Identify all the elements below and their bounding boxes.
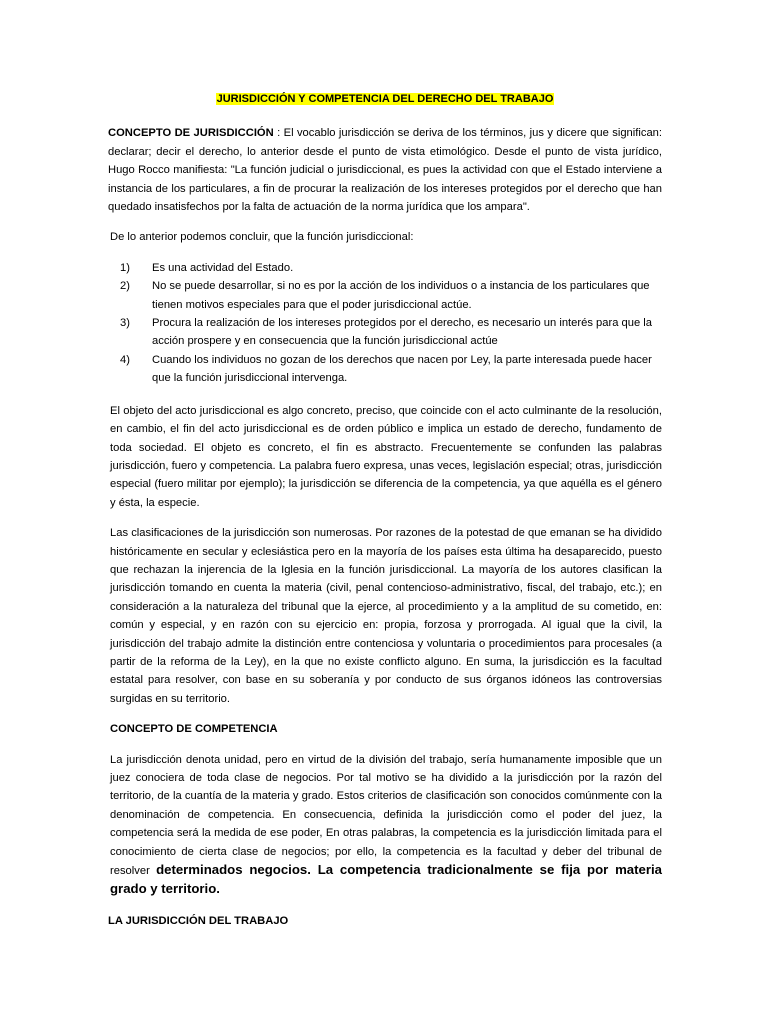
paragraph-competencia-text: La jurisdicción denota unidad, pero en virtud de la división del trabajo, sería humanamente imposible que un juez conociera de toda clase de negocios. Por tal motivo se ha dividido a la jurisdicción por la razón del territorio, de la cuantía de la materia y grado. Estos criterios de clasificación son conocidos comúnmente con la denominación de competencia. En consecuencia, definida la jurisdicción como el poder del juez, la competencia será la medida de ese poder, En otras palabras, la competencia es la jurisdicción limitada para el conocimiento de cierta clase de negocios; por ello, la competencia es la facultad y deber del tribunal de resolver (110, 753, 662, 878)
list-item-text: Cuando los individuos no gozan de los derechos que nacen por Ley, la parte interesada puede hacer que la función jurisdiccional intervenga. (152, 353, 652, 385)
list-item-number: 4) (120, 353, 130, 366)
list-item-text: Es una actividad del Estado. (152, 261, 294, 274)
list-item (108, 314, 662, 351)
paragraph-concepto-jurisdiccion (108, 124, 662, 216)
list-item-text: Procura la realización de los intereses protegidos por el derecho, es necesario un interés para que la acción prospere y en consecuencia que la función jurisdiccional actúe (152, 317, 653, 348)
list-item (108, 277, 662, 314)
concepto-jurisdiccion-label: CONCEPTO DE JURISDICCIÓN (108, 127, 274, 140)
intro-list-text: De lo anterior podemos concluir, que la función jurisdiccional: (110, 231, 414, 244)
function-list (108, 259, 662, 388)
paragraph-competencia (108, 751, 662, 900)
list-item-number: 1) (120, 261, 130, 274)
list-item-number: 3) (120, 317, 130, 330)
list-item (108, 259, 662, 277)
list-item (108, 351, 662, 388)
concepto-jurisdiccion-text: : El vocablo jurisdicción se deriva de los términos, jus y dicere que significan: declarar; decir el derecho, lo anterior desde el punto de vista etimológico. Desde el punto de vista jurídico, Hugo Rocco manifiesta: "La función judicial o jurisdiccional, es pues la actividad con que el Estado interviene a instancia de los particulares, a fin de procurar la realización de los intereses protegidos por el derecho que han quedado insatisfechos por la falta de actuación de la norma jurídica que los ampara". (108, 127, 662, 214)
paragraph-objeto: El objeto del acto jurisdiccional es algo concreto, preciso, que coincide con el acto culminante de la resolución, en cambio, el fin del acto jurisdiccional es de orden público e implica un estado de derecho, fundamento de toda sociedad. El objeto es concreto, el fin es abstracto. Frecuentemente se confunden las palabras jurisdicción, fuero y competencia. La palabra fuero expresa, unas veces, legislación especial; otras, jurisdicción especial (fuero militar por ejemplo); la jurisdicción se diferencia de la competencia, ya que aquélla es el género y ésta, la especie. (110, 404, 662, 509)
title-wrap (108, 90, 662, 108)
list-item-text: No se puede desarrollar, si no es por la acción de los individuos o a instancia de los particulares que tienen motivos especiales para que el poder jurisdiccional actúe. (152, 280, 650, 311)
heading-jurisdiccion-trabajo: LA JURISDICCIÓN DEL TRABAJO (108, 914, 289, 927)
paragraph-clasificaciones: Las clasificaciones de la jurisdicción son numerosas. Por razones de la potestad de que emanan se ha dividido históricamente en secular y eclesiástica pero en la mayoría de los países esta última ha desaparecido, puesto que rechazan la injerencia de la Iglesia en la función jurisdiccional. La mayoría de los autores clasifican la jurisdicción tomando en cuenta la materia (civil, penal contencioso-administrativo, fiscal, del trabajo, etc.); en consideración a la naturaleza del tribunal que la ejerce, al procedimiento y a la amplitud de su cometido, en: común y especial, y en razón con su ejercicio en: propia, forzosa y prorrogada. Al igual que la civil, la jurisdicción del trabajo admite la distinción entre contenciosa y voluntaria o procedimientos para procesales (a partir de la reforma de la Ley), en la que no existe conflicto alguno. En suma, la jurisdicción es la facultad estatal para resolver, con base en su soberanía y por conducto de sus órganos idóneos las controversias surgidas en su territorio. (110, 527, 662, 705)
heading-concepto-competencia: CONCEPTO DE COMPETENCIA (110, 723, 278, 736)
paragraph-competencia-end: determinados negocios. La competencia tradicionalmente se fija por materia grado y territorio. (110, 862, 662, 897)
list-item-number: 2) (120, 280, 130, 293)
document-title: JURISDICCIÓN Y COMPETENCIA DEL DERECHO DEL TRABAJO (216, 93, 554, 105)
